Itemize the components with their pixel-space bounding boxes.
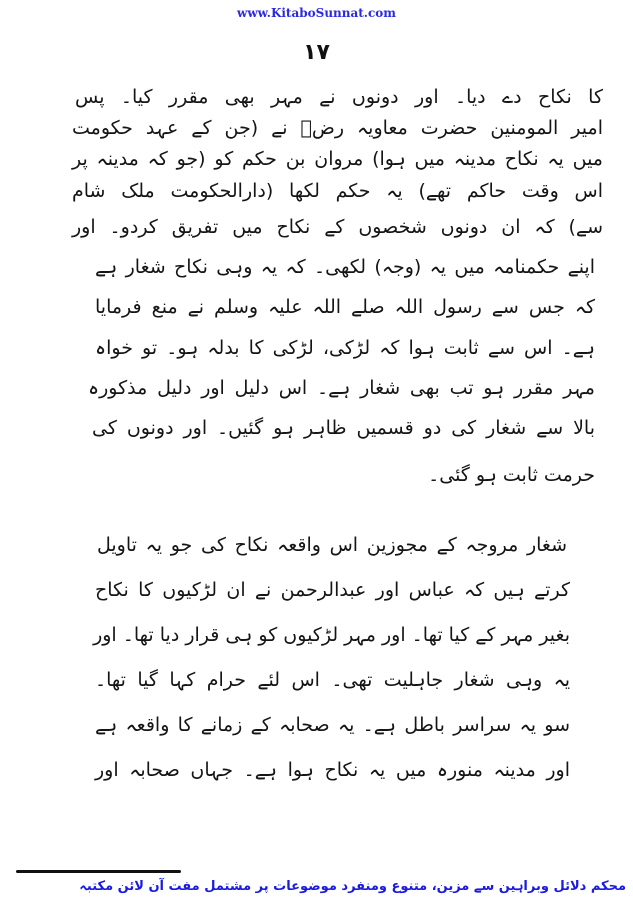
- text-line: کا نکاح دے دیا۔ اور دونوں نے مہر بھی مقرر کیا۔ پس: [75, 86, 603, 108]
- text-line: میں یہ نکاح مدینہ میں ہوا) مروان بن حکم کو (جو کہ مدینہ پر: [72, 148, 603, 170]
- text-line: اس وقت حاکم تھے) یہ حکم لکھا (دارالحکومت ملک شام: [72, 180, 603, 202]
- text-line: حرمت ثابت ہو گئی۔: [428, 464, 595, 486]
- text-line: سو یہ سراسر باطل ہے۔ یہ صحابہ کے زمانے کا واقعہ ہے: [95, 714, 570, 736]
- text-line: یہ وہی شغار جاہلیت تھی۔ اس لئے حرام کہا گیا تھا۔: [95, 669, 570, 691]
- page-number: ۱۷: [303, 40, 330, 65]
- text-line: سے) کہ ان دونوں شخصوں کے نکاح میں تفریق کردو۔ اور: [72, 216, 603, 238]
- text-line: بالا سے شغار کی دو قسمیں ظاہر ہو گئیں۔ اور دونوں کی: [92, 417, 595, 439]
- text-line: بغیر مہر کے کیا تھا۔ اور مہر لڑکیوں کو ہی قرار دیا تھا۔ اور: [93, 624, 570, 646]
- text-line: اپنے حکمنامہ میں یہ (وجہ) لکھی۔ کہ یہ وہی نکاح شغار ہے: [95, 256, 595, 278]
- footnote-divider: [16, 870, 181, 873]
- text-line: شغار مروجہ کے مجوزین اس واقعہ نکاح کی جو یہ تاویل: [97, 534, 567, 556]
- site-url: www.KitaboSunnat.com: [236, 6, 396, 20]
- text-line: ہے۔ اس سے ثابت ہوا کہ لڑکی، لڑکی کا بدلہ ہو۔ تو خواہ: [95, 337, 595, 359]
- text-line: کہ جس سے رسول اللہ صلے اللہ علیہ وسلم نے منع فرمایا: [95, 296, 595, 318]
- text-line: مہر مقرر ہو تب بھی شغار ہے۔ اس دلیل اور دلیل مذکورہ: [88, 377, 595, 399]
- text-line: امیر المومنین حضرت معاویہ رضؓ نے (جن کے عہد حکومت: [72, 117, 603, 139]
- text-line: اور مدینہ منورہ میں یہ نکاح ہوا ہے۔ جہاں صحابہ اور: [95, 759, 570, 781]
- text-line: کرتے ہیں کہ عباس اور عبدالرحمن نے ان لڑکیوں کا نکاح: [95, 579, 570, 601]
- footer-tagline: محکم دلائل وبراہین سے مزین، متنوع ومنفرد موضوعات پر مشتمل مفت آن لائن مکتبہ: [79, 879, 626, 894]
